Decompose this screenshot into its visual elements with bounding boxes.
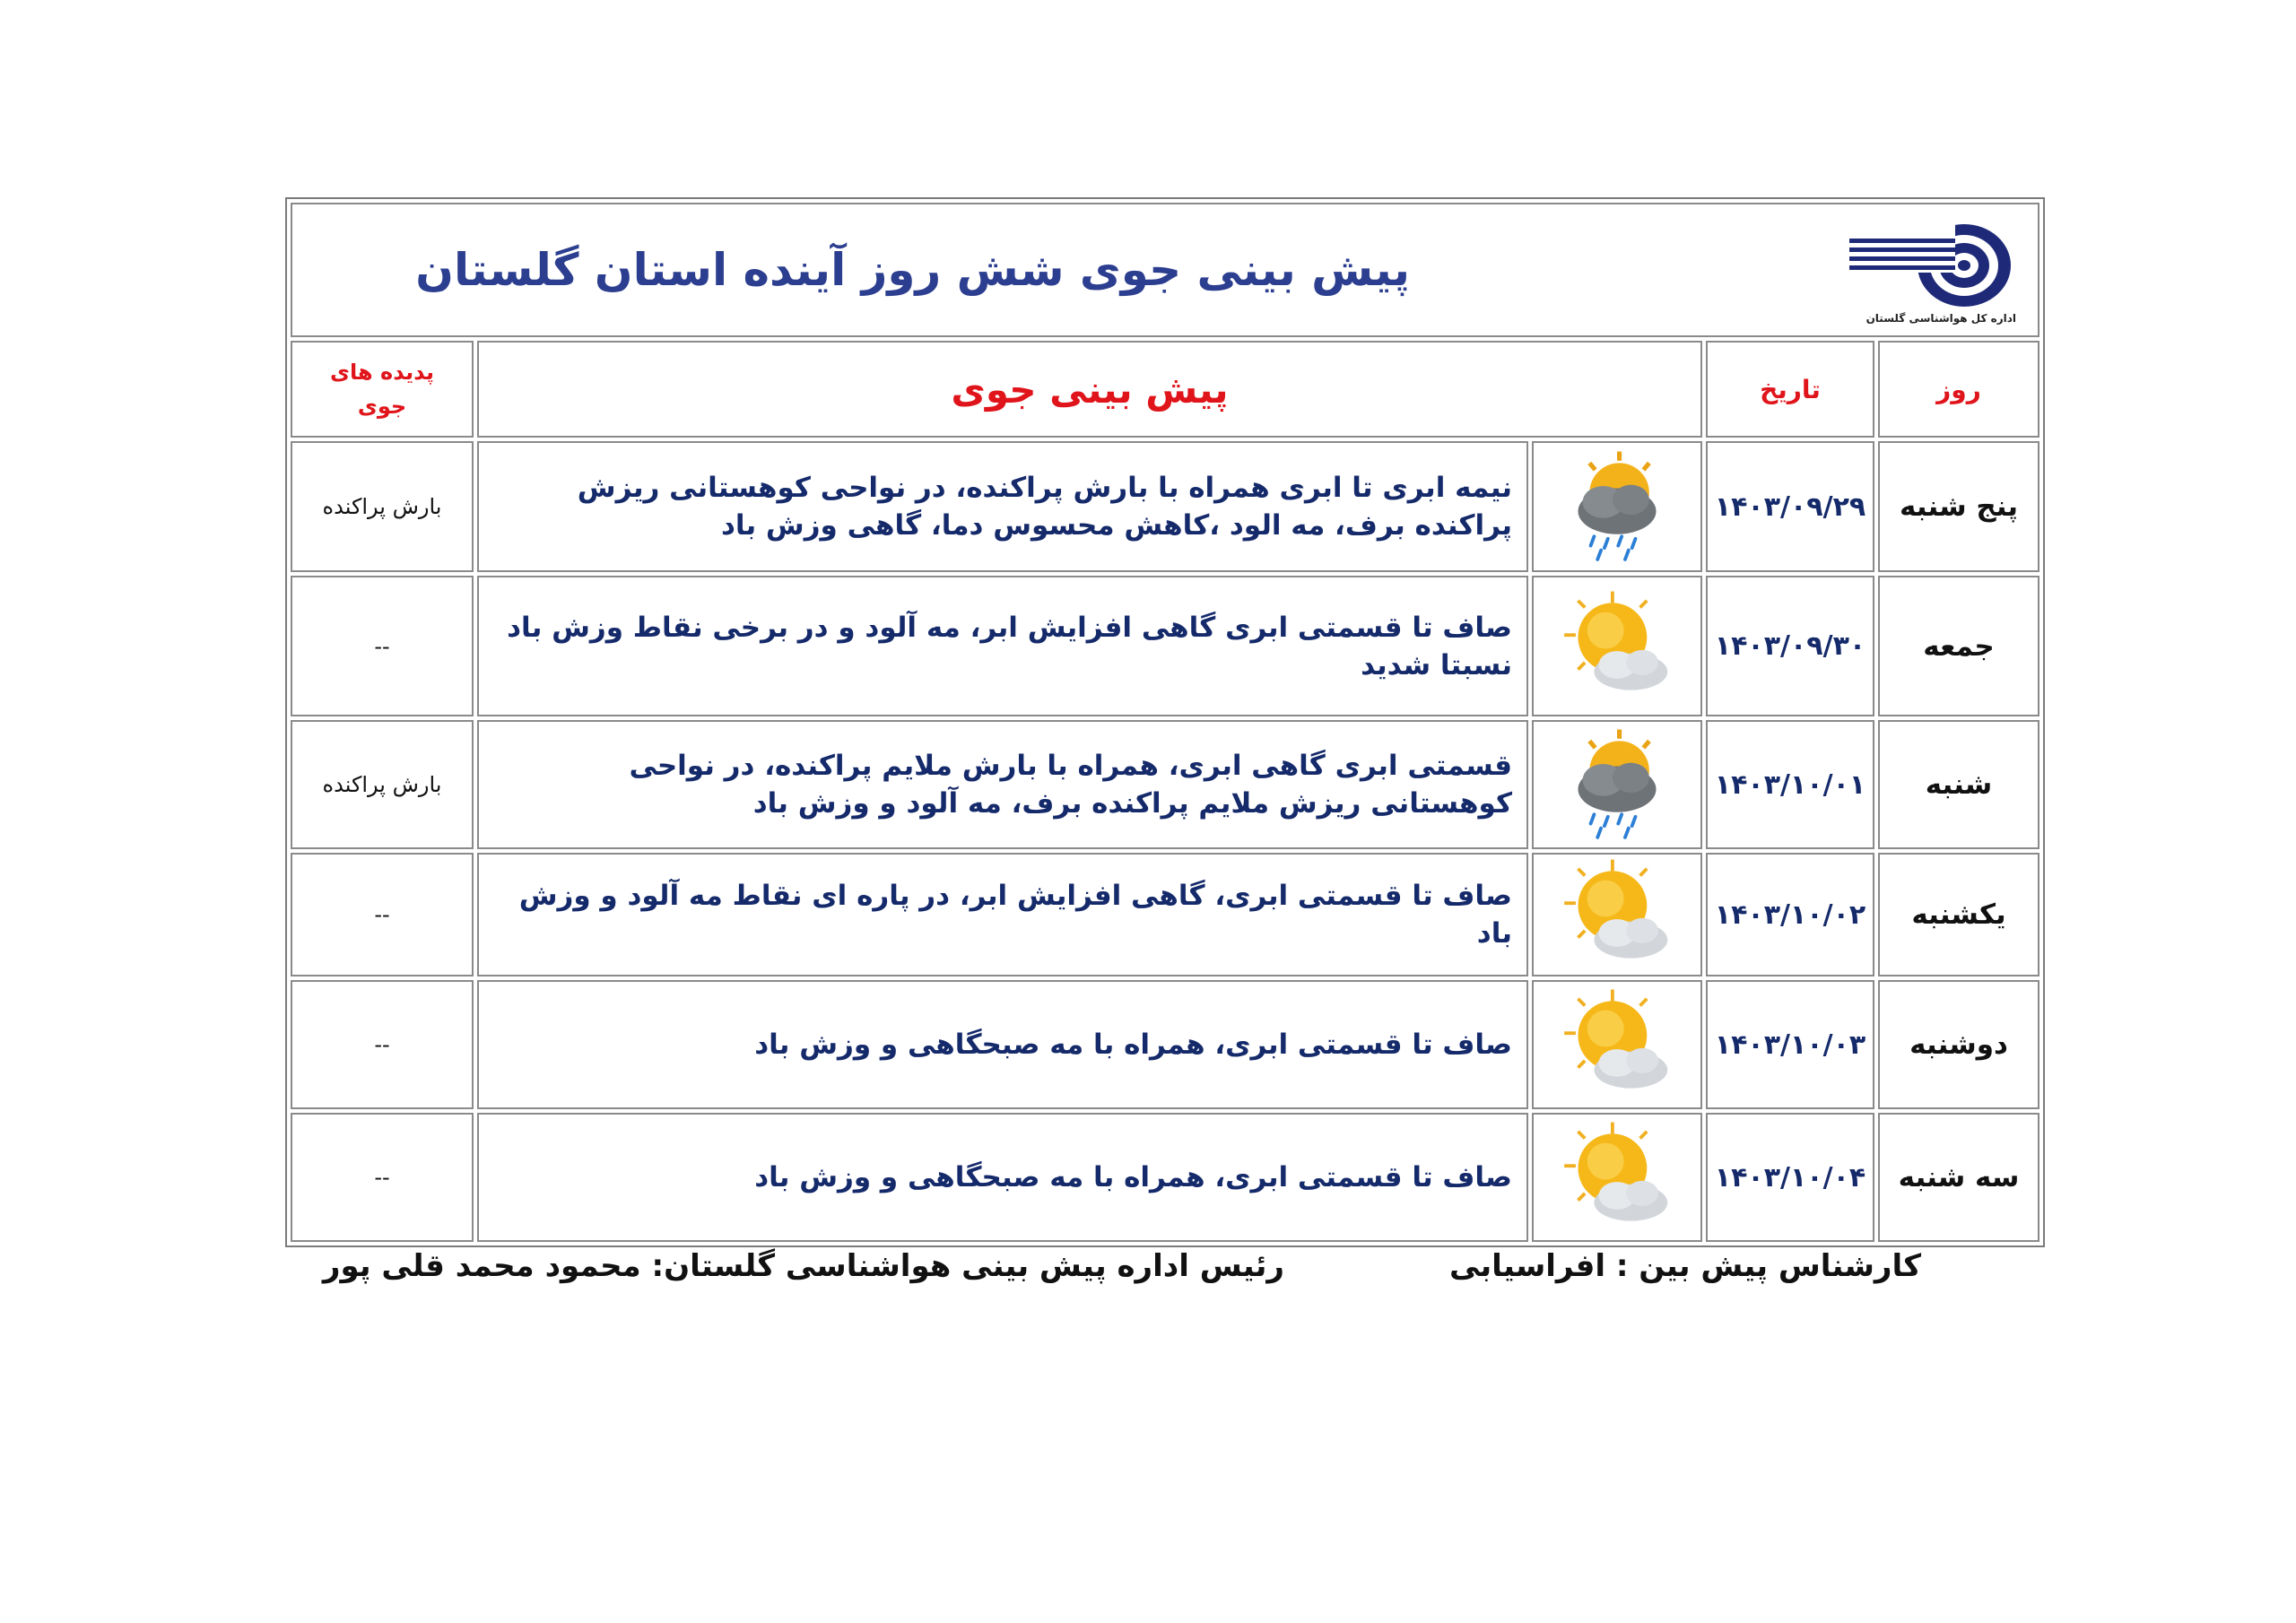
- forecast-table: [285, 197, 2045, 1247]
- partly-cloudy-icon: [1560, 589, 1674, 704]
- title-row: [291, 203, 2039, 337]
- page-title: پیش بینی جوی شش روز آینده استان گلستان: [415, 244, 1410, 296]
- weather-icon-cell: [1532, 576, 1702, 716]
- footer-forecaster: کارشناس پیش بین : افراسیابی: [1449, 1248, 1921, 1284]
- weather-icon-cell: [1532, 980, 1702, 1109]
- day-cell: جمعه: [1878, 576, 2039, 716]
- cloud-rain-icon: [1560, 727, 1674, 842]
- day-cell: دوشنبه: [1878, 980, 2039, 1109]
- phenomena-cell: --: [291, 853, 474, 976]
- phenomena-cell: --: [291, 980, 474, 1109]
- cloud-rain-icon: [1560, 449, 1674, 564]
- table-row: [291, 576, 2039, 716]
- column-header-forecast: پیش بینی جوی: [477, 341, 1702, 438]
- day-cell: سه شنبه: [1878, 1113, 2039, 1242]
- meteorological-organization-logo: [1830, 215, 2018, 326]
- forecast-description: صاف تا قسمتی ابری، گاهی افزایش ابر، در پاره ای نقاط مه آلود و وزش باد: [477, 853, 1528, 976]
- date-cell: ۱۴۰۳/۱۰/۰۲: [1706, 853, 1874, 976]
- title-cell: [291, 203, 2039, 337]
- forecast-description: قسمتی ابری گاهی ابری، همراه با بارش ملایم پراکنده، در نواحی کوهستانی ریزش ملایم پراکنده برف، مه آلود و وزش باد: [477, 720, 1528, 849]
- forecast-description: نیمه ابری تا ابری همراه با بارش پراکنده، در نواحی کوهستانی ریزش پراکنده برف، مه الود ،کاهش محسوس دما، گاهی وزش باد: [477, 441, 1528, 572]
- column-header-phenomena-line1: پدیده های: [330, 360, 434, 385]
- date-cell: ۱۴۰۳/۰۹/۲۹: [1706, 441, 1874, 572]
- table-row: [291, 720, 2039, 849]
- weather-icon-cell: [1532, 1113, 1702, 1242]
- partly-cloudy-icon: [1560, 1120, 1674, 1235]
- column-header-date: تاریخ: [1706, 341, 1874, 438]
- weather-icon-cell: [1532, 441, 1702, 572]
- day-cell: یکشنبه: [1878, 853, 2039, 976]
- date-cell: ۱۴۰۳/۱۰/۰۳: [1706, 980, 1874, 1109]
- column-header-phenomena-line2: جوی: [357, 394, 407, 419]
- forecast-description: صاف تا قسمتی ابری گاهی افزایش ابر، مه آلود و در برخی نقاط وزش باد نسبتا شدید: [477, 576, 1528, 716]
- table-row: [291, 441, 2039, 572]
- weather-icon-cell: [1532, 720, 1702, 849]
- logo-emblem-icon: [1830, 215, 2018, 312]
- phenomena-cell: --: [291, 1113, 474, 1242]
- day-cell: پنج شنبه: [1878, 441, 2039, 572]
- footer-office-head: رئیس اداره پیش بینی هواشناسی گلستان: محمود محمد قلی پور: [322, 1248, 1284, 1284]
- table-row: [291, 1113, 2039, 1242]
- partly-cloudy-icon: [1560, 987, 1674, 1102]
- phenomena-cell: بارش پراکنده: [291, 720, 474, 849]
- table-row: [291, 853, 2039, 976]
- column-header-phenomena: [291, 341, 474, 438]
- date-cell: ۱۴۰۳/۱۰/۰۱: [1706, 720, 1874, 849]
- phenomena-cell: --: [291, 576, 474, 716]
- date-cell: ۱۴۰۳/۰۹/۳۰: [1706, 576, 1874, 716]
- forecast-description: صاف تا قسمتی ابری، همراه با مه صبحگاهی و وزش باد: [477, 1113, 1528, 1242]
- column-header-day: روز: [1878, 341, 2039, 438]
- column-header-row: [291, 341, 2039, 438]
- date-cell: ۱۴۰۳/۱۰/۰۴: [1706, 1113, 1874, 1242]
- forecast-description: صاف تا قسمتی ابری، همراه با مه صبحگاهی و وزش باد: [477, 980, 1528, 1109]
- phenomena-cell: بارش پراکنده: [291, 441, 474, 572]
- logo-caption: اداره کل هواشناسی گلستان: [1866, 312, 2016, 325]
- weather-icon-cell: [1532, 853, 1702, 976]
- table-row: [291, 980, 2039, 1109]
- day-cell: شنبه: [1878, 720, 2039, 849]
- partly-cloudy-icon: [1560, 857, 1674, 972]
